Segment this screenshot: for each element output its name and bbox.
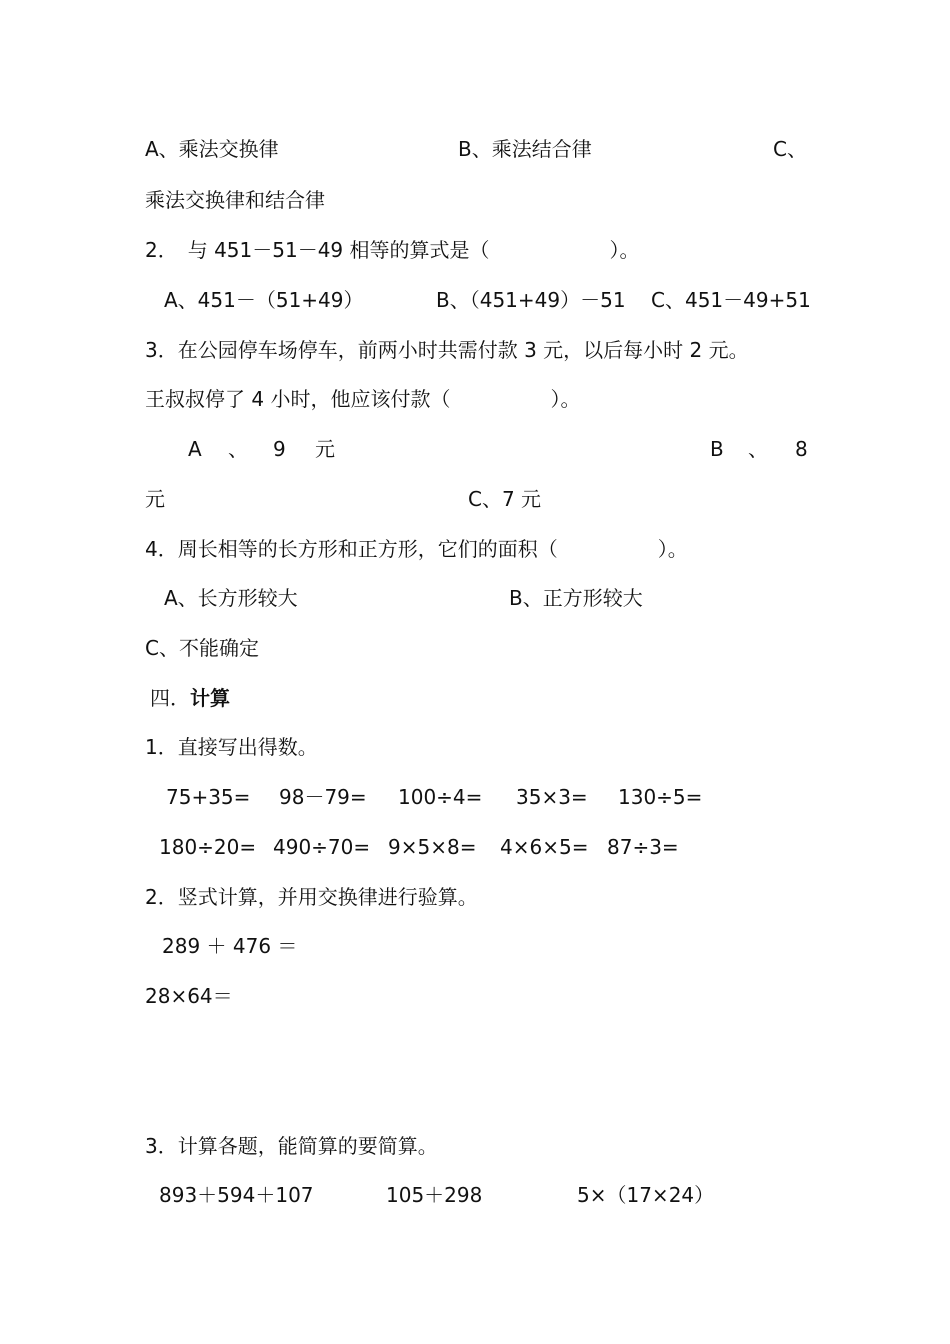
- q3-stem-line2: 王叔叔停了 4 小时，他应该付款（ ）。: [145, 387, 581, 411]
- q3-option-b-unit: 元: [145, 487, 165, 511]
- calc1-row2-item: 180÷20=: [159, 835, 257, 859]
- q2-option-c: C、451－49+51: [651, 288, 811, 312]
- q1-option-b: B、乘法结合律: [458, 137, 592, 161]
- calc2-item: 28×64＝: [145, 984, 233, 1008]
- calc3-item: 105＋298: [386, 1183, 483, 1207]
- q1-option-a: A、乘法交换律: [145, 137, 279, 161]
- q3-option-b-num: 8: [795, 437, 808, 461]
- calc3-item: 893＋594＋107: [159, 1183, 314, 1207]
- calc1-row1-item: 35×3=: [516, 785, 588, 809]
- q2-stem: 2． 与 451－51－49 相等的算式是（ ）。: [145, 238, 640, 262]
- calc1-row2-item: 87÷3=: [607, 835, 679, 859]
- calc3-stem: 3．计算各题，能简算的要简算。: [145, 1134, 438, 1158]
- calc3-item: 5×（17×24）: [577, 1183, 715, 1207]
- q3-option-a-unit: 元: [315, 437, 335, 461]
- q4-option-c: C、不能确定: [145, 636, 259, 660]
- calc1-row1-item: 100÷4=: [398, 785, 483, 809]
- q3-option-a-num: 9: [273, 437, 286, 461]
- section-heading: [150, 684, 230, 712]
- q3-option-a-sep: 、: [228, 437, 248, 461]
- q3-stem-line1: 3．在公园停车场停车，前两小时共需付款 3 元，以后每小时 2 元。: [145, 338, 749, 362]
- q1-option-c-prefix: C、: [773, 137, 807, 161]
- q4-option-a: A、长方形较大: [164, 586, 298, 610]
- q2-option-b: B、（451+49）－51: [436, 288, 626, 312]
- q3-option-b-letter: B: [710, 437, 724, 461]
- calc1-row1-item: 75+35=: [166, 785, 251, 809]
- section-title: 计算: [190, 686, 230, 710]
- q4-option-b: B、正方形较大: [509, 586, 643, 610]
- q4-stem: 4．周长相等的长方形和正方形，它们的面积（ ）。: [145, 537, 688, 561]
- calc1-row2-item: 4×6×5=: [500, 835, 589, 859]
- q2-option-a: A、451－（51+49）: [164, 288, 364, 312]
- calc2-item: 289 ＋ 476 ＝: [162, 934, 298, 958]
- calc1-row2-item: 490÷70=: [273, 835, 371, 859]
- q1-option-c-text: 乘法交换律和结合律: [145, 188, 325, 212]
- calc1-row2-item: 9×5×8=: [388, 835, 477, 859]
- q3-option-b-sep: 、: [748, 437, 768, 461]
- q3-option-c: C、7 元: [468, 487, 542, 511]
- calc1-row1-item: 130÷5=: [618, 785, 703, 809]
- section-number: 四．: [150, 686, 190, 710]
- calc1-stem: 1．直接写出得数。: [145, 735, 318, 759]
- q3-option-a-letter: A: [188, 437, 202, 461]
- calc1-row1-item: 98－79=: [279, 785, 367, 809]
- calc2-stem: 2．竖式计算，并用交换律进行验算。: [145, 885, 478, 909]
